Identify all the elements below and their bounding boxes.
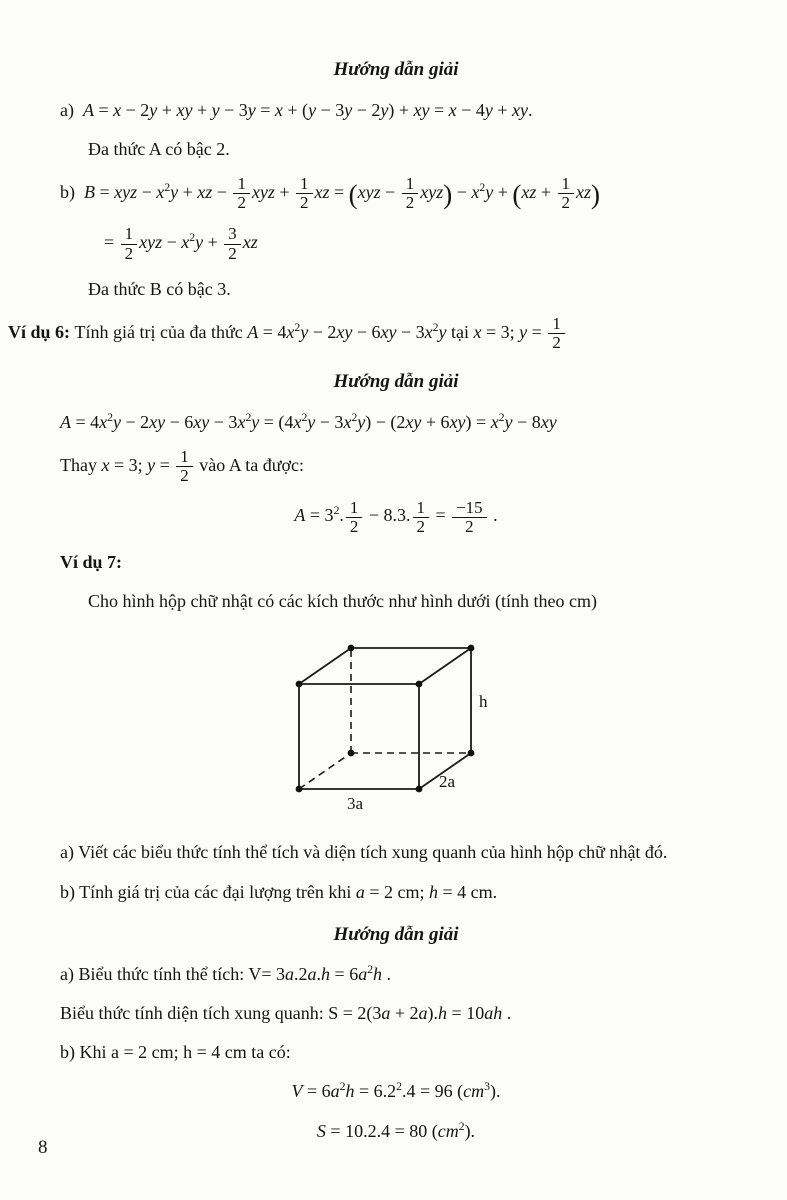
text-span: a) Biểu thức tính thể tích: V= <box>60 964 277 985</box>
numerator: 1 <box>558 175 574 194</box>
math-expression: h = 4 <box>429 881 467 902</box>
math-expression: $A = 4x^2y - 2xy - 6xy - 3x^2y = (4x^2y - 3x^2y) - (2xy + 6xy) = x^2y - 8xy$ <box>60 410 557 432</box>
numerator: −15 <box>452 499 486 518</box>
fraction <box>224 225 240 263</box>
math-expression: x = 3; y = $\frac{1}{2}$ <box>474 322 567 342</box>
denominator: 2 <box>180 466 189 486</box>
text-line <box>60 588 732 614</box>
formula-line <box>60 1078 732 1104</box>
text-span: . <box>382 964 392 985</box>
text-span: b) Khi a = 2 cm; h = 4 cm ta có: <box>60 1042 291 1063</box>
section-heading <box>60 921 732 949</box>
text-span: Cho hình hộp chữ nhật có các kích thước như hình dưới (tính theo cm) <box>88 591 597 612</box>
formula-line <box>60 499 732 537</box>
fraction <box>121 225 137 263</box>
numerator: 1 <box>346 499 362 518</box>
formula-line <box>60 97 732 123</box>
denominator: 2 <box>552 333 561 353</box>
text-line <box>60 136 732 162</box>
cuboid-solid-edges <box>299 648 471 792</box>
text-span: a) <box>60 99 83 120</box>
denominator: 2 <box>465 516 474 536</box>
big-paren-right: ) <box>591 178 600 209</box>
big-paren-left: ( <box>348 178 358 209</box>
formula-line <box>60 961 732 987</box>
text-span: cm. <box>466 881 498 902</box>
denominator: 2 <box>561 193 570 212</box>
text-span: Ví dụ 7: <box>60 552 123 573</box>
formula-line <box>60 448 732 486</box>
numerator: 1 <box>176 448 192 467</box>
depth-label: 2a <box>439 772 456 792</box>
formula-line <box>60 409 732 435</box>
formula-line <box>60 879 732 905</box>
denominator: 2 <box>237 193 246 212</box>
text-span: Đa thức A có bậc 2. <box>88 138 230 159</box>
math-expression: $V = 6a^2h = 6.2^2.4 = 96$ $(cm^3)$. <box>291 1080 501 1102</box>
denominator: 2 <box>405 193 415 212</box>
text-span: Hướng dẫn giải <box>333 371 459 393</box>
numerator: 3 <box>224 225 240 244</box>
math-expression: a = 2 <box>355 881 394 902</box>
formula-line <box>8 315 732 353</box>
text-span: cm; <box>393 881 430 902</box>
text-line <box>60 1039 732 1065</box>
section-heading <box>60 56 732 84</box>
text-span: a) Viết các biểu thức tính thể tích và diện tích xung quanh của hình hộp chữ nhật đó. <box>60 842 668 863</box>
fraction <box>452 499 486 537</box>
numerator: 1 <box>413 499 429 518</box>
denominator: 2 <box>349 516 359 536</box>
big-paren-left: ( <box>512 178 522 209</box>
text-span: Hướng dẫn giải <box>333 59 459 80</box>
fraction <box>296 175 312 213</box>
cuboid-hidden-edges <box>299 648 471 792</box>
page-number: 8 <box>38 1137 48 1159</box>
numerator: 1 <box>548 315 564 334</box>
math-expression: S = 10.2.4 = 80 $(cm^2)$. <box>316 1119 476 1141</box>
big-paren-right: ) <box>443 178 453 209</box>
fraction <box>558 175 574 213</box>
math-expression: $A = 3^2$. $\frac{1}{2}$ − 8.3. $\frac{1}{2}$ = $\frac{-15}{2}$ . <box>294 497 498 536</box>
page-content <box>8 56 732 1144</box>
math-expression: x = 3; y = $\frac{1}{2}$ <box>101 455 194 475</box>
height-label: h <box>479 692 488 712</box>
text-line <box>60 276 732 302</box>
math-expression: = $\frac{1}{2}$ xyz − $x^2y$ + $\frac{3}{2}$ xz <box>104 224 258 263</box>
math-expression: 2(3a + 2a).h = 10ah <box>357 1003 503 1024</box>
math-expression: B = xyz − $x^2y$ + xz − $\frac{1}{2}$ xyz + $\frac{1}{2}$ xz = (xyz − $\frac{1}{2}$ $xyz) - x^2y + (xz$ + $\frac{1}{2}$ xz) <box>84 173 600 212</box>
formula-line <box>60 225 732 263</box>
text-span: . <box>502 1003 512 1024</box>
width-label: 3a <box>347 794 364 814</box>
numerator: 1 <box>296 175 312 194</box>
math-expression: A = x − 2y + xy + y − 3y = x + (y − 3y − 2y) + xy = x − 4y + xy. <box>82 99 533 120</box>
text-span: vào A ta được: <box>194 454 305 475</box>
fraction <box>548 315 564 353</box>
denominator: 2 <box>124 243 134 263</box>
formula-line <box>60 1000 732 1026</box>
text-span: b) Tính giá trị của các đại lượng trên khi <box>60 881 356 902</box>
cuboid-svg <box>271 627 521 819</box>
text-span: Thay <box>60 454 102 475</box>
fraction <box>402 175 418 213</box>
text-span: Ví dụ 6: <box>8 321 75 342</box>
numerator: 1 <box>402 175 418 194</box>
fraction <box>233 175 249 213</box>
text-span: Hướng dẫn giải <box>333 923 459 945</box>
text-line <box>60 839 732 865</box>
numerator: 1 <box>121 225 137 244</box>
denominator: 2 <box>416 516 425 536</box>
numerator: 1 <box>233 175 249 194</box>
formula-line <box>60 175 732 213</box>
fraction <box>413 499 429 537</box>
fraction <box>346 499 362 537</box>
text-line <box>60 549 732 575</box>
text-span: Đa thức B có bậc 3. <box>88 278 231 299</box>
formula-line <box>60 1118 732 1144</box>
fraction <box>176 448 192 486</box>
section-heading <box>60 368 732 396</box>
text-span: tại <box>446 321 474 342</box>
text-span: b) <box>60 181 84 202</box>
text-span: Tính giá trị của đa thức <box>74 321 248 342</box>
math-expression: $A = 4x^2y - 2xy - 6xy - 3x^2y$ <box>247 320 447 342</box>
cuboid-figure <box>60 627 732 826</box>
denominator: 2 <box>300 193 309 212</box>
math-expression: $3a.2a.h = 6a^2h$ <box>276 963 383 985</box>
denominator: 2 <box>228 243 237 263</box>
text-span: Biểu thức tính diện tích xung quanh: S = <box>60 1003 358 1024</box>
